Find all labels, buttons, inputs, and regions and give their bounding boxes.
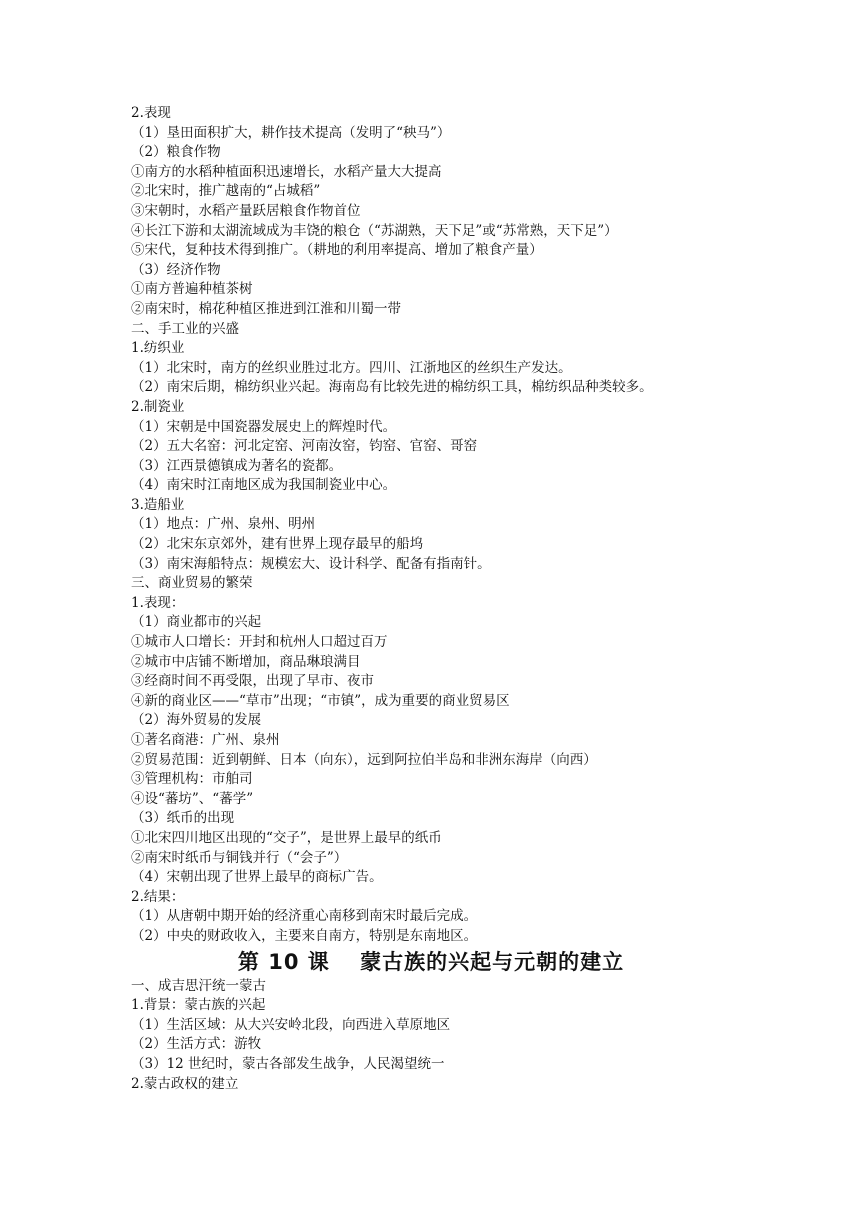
text-line: （1）垦田面积扩大，耕作技术提高（发明了“秧马”） [131, 124, 451, 141]
text-line: 二、手工业的兴盛 [131, 320, 239, 337]
text-line: ①北宋四川地区出现的“交子”，是世界上最早的纸币 [131, 829, 442, 846]
text-line: ④长江下游和太湖流域成为丰饶的粮仓（“苏湖熟，天下足”或“苏常熟，天下足”） [131, 222, 618, 239]
text-line: 2.结果： [131, 888, 185, 905]
text-line: 3.造船业 [131, 496, 185, 513]
text-line: （4）宋朝出现了世界上最早的商标广告。 [131, 869, 383, 886]
text-line: （3）经济作物 [131, 261, 221, 278]
text-line: 1.表现： [131, 594, 185, 611]
lesson-title: 第 10 课 蒙古族的兴起与元朝的建立 [237, 949, 625, 974]
section-mongol [131, 977, 731, 1095]
text-line: 一、成吉思汗统一蒙古 [131, 977, 266, 994]
text-line: ④新的商业区——“草市”出现；“市镇”，成为重要的商业贸易区 [131, 692, 510, 709]
text-line: （3）12 世纪时，蒙古各部发生战争，人民渴望统一 [131, 1055, 445, 1072]
text-line: ②南宋时纸币与铜钱并行（“会子”） [131, 849, 348, 866]
text-line: （3）江西景德镇成为著名的瓷都。 [131, 457, 343, 474]
text-line: 2.制瓷业 [131, 398, 185, 415]
text-line: 2.蒙古政权的建立 [131, 1075, 239, 1092]
text-line: （1）宋朝是中国瓷器发展史上的辉煌时代。 [131, 418, 397, 435]
text-line: （1）从唐朝中期开始的经济重心南移到南宋时最后完成。 [131, 908, 478, 925]
text-line: （2）五大名窑：河北定窑、河南汝窑，钧窑、官窑、哥窑 [131, 438, 478, 455]
text-line: 1.纺织业 [131, 340, 185, 357]
text-line: ④设“蕃坊”、“蕃学” [131, 790, 254, 807]
text-line: ③管理机构：市舶司 [131, 771, 253, 788]
text-line: ③经商时间不再受限，出现了早市、夜市 [131, 673, 374, 690]
text-line: （4）南宋时江南地区成为我国制瓷业中心。 [131, 477, 397, 494]
text-line: （2）南宋后期，棉纺织业兴起。海南岛有比较先进的棉纺织工具，棉纺织品种类较多。 [131, 379, 653, 396]
text-line: ②城市中店铺不断增加，商品琳琅满目 [131, 653, 361, 670]
text-line: 三、商业贸易的繁荣 [131, 575, 253, 592]
text-line: （1）地点：广州、泉州、明州 [131, 516, 316, 533]
text-line: （3）南宋海船特点：规模宏大、设计科学、配备有指南针。 [131, 555, 491, 572]
text-line: 1.背景：蒙古族的兴起 [131, 997, 266, 1014]
text-line: （3）纸币的出现 [131, 810, 235, 827]
text-line: （2）生活方式：游牧 [131, 1036, 262, 1053]
text-line: ②北宋时，推广越南的“占城稻” [131, 183, 321, 200]
text-line: （1）北宋时，南方的丝织业胜过北方。四川、江浙地区的丝织生产发达。 [131, 359, 572, 376]
text-line: （2）中央的财政收入，主要来自南方，特别是东南地区。 [131, 927, 478, 944]
text-line: （1）商业都市的兴起 [131, 614, 262, 631]
text-line: （1）生活区域：从大兴安岭北段，向西进入草原地区 [131, 1016, 451, 1033]
section-economy [131, 104, 731, 947]
text-line: （2）粮食作物 [131, 144, 221, 161]
text-line: ①南方普遍种植茶树 [131, 281, 253, 298]
text-line: ②南宋时，棉花种植区推进到江淮和川蜀一带 [131, 300, 401, 317]
text-line: 2.表现 [131, 105, 171, 121]
text-line: ①城市人口增长：开封和杭州人口超过百万 [131, 634, 388, 651]
document-page [131, 104, 731, 1094]
text-line: ⑤宋代，复种技术得到推广。（耕地的利用率提高、增加了粮食产量） [131, 242, 543, 259]
text-line: ①著名商港：广州、泉州 [131, 732, 280, 748]
text-line: ②贸易范围：近到朝鲜、日本（向东），远到阿拉伯半岛和非洲东海岸（向西） [131, 751, 597, 768]
text-line: （2）海外贸易的发展 [131, 712, 262, 729]
text-line: ③宋朝时，水稻产量跃居粮食作物首位 [131, 202, 361, 219]
text-line: ①南方的水稻种植面积迅速增长，水稻产量大大提高 [131, 163, 442, 180]
text-line: （2）北宋东京郊外，建有世界上现存最早的船坞 [131, 536, 424, 553]
